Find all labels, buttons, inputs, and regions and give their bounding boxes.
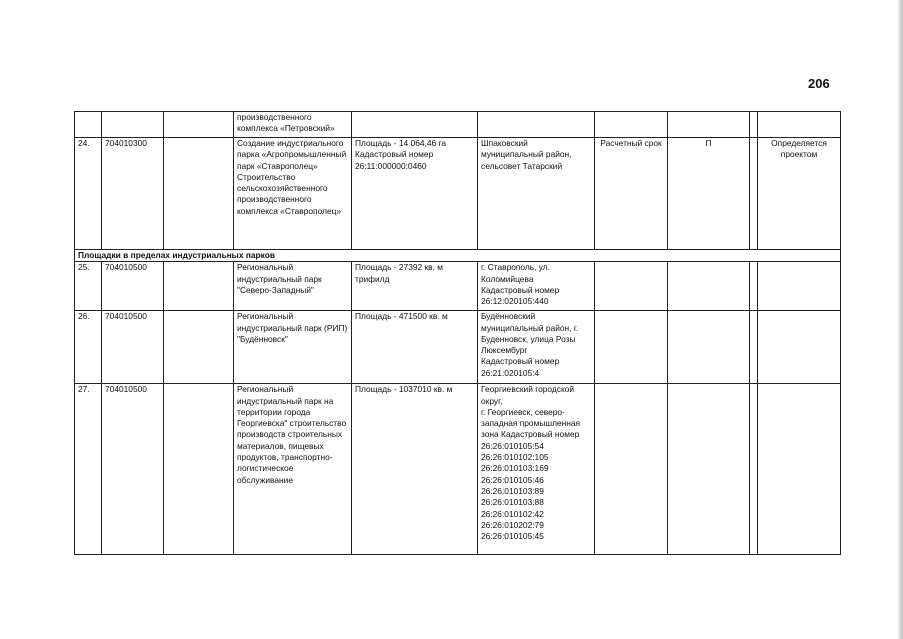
row-number: 24. (75, 138, 102, 250)
object-status (668, 112, 750, 138)
implementation-term (595, 112, 668, 138)
empty-cell (750, 311, 758, 384)
empty-cell (164, 112, 234, 138)
object-status (668, 384, 750, 555)
row-number: 27. (75, 384, 102, 555)
page-edge-shadow (898, 0, 903, 639)
object-parameters: Площадь - 471500 кв. м (352, 311, 478, 384)
object-name: Региональный индустриальный парк (РИП) "Будённовск" (234, 311, 352, 384)
empty-cell (164, 311, 234, 384)
empty-cell (750, 262, 758, 311)
table-row (75, 138, 841, 250)
zone-note (758, 112, 841, 138)
object-status: П (668, 138, 750, 250)
object-code: 704010300 (102, 138, 164, 250)
empty-cell (750, 384, 758, 555)
object-location: г. Ставрополь, ул. Коломийцева Кадастровый номер 26:12:020105:440 (478, 262, 595, 311)
object-location: Георгиевский городской округ, г. Георгиевск, северо-западная промышленная зона Кадастровый номер 26:26:010105:54 26:26:010102:105 26:26:010103:169 26:26:010105:46 26:26:010103:89 26:26:010103:88 26:26:010102:42 26:26:010202:79 26:26:010105:45 (478, 384, 595, 555)
implementation-term (595, 311, 668, 384)
section-header: Площадки в пределах индустриальных парков (75, 250, 841, 262)
empty-cell (750, 138, 758, 250)
empty-cell (164, 384, 234, 555)
table-row (75, 112, 841, 138)
section-header-row (75, 250, 841, 262)
object-name: производственного комплекса «Петровский» (234, 112, 352, 138)
object-name: Региональный индустриальный парк на территории города Георгиевска" строительство производств строительных материалов, пищевых продуктов, транспортно-логистическое обслуживание (234, 384, 352, 555)
object-parameters: Площадь - 27392 кв. м трифилд (352, 262, 478, 311)
object-name: Региональный индустриальный парк "Северо-Западный" (234, 262, 352, 311)
empty-cell (164, 262, 234, 311)
row-number: 25. (75, 262, 102, 311)
object-parameters: Площадь - 1037010 кв. м (352, 384, 478, 555)
document-table (74, 111, 841, 555)
object-status (668, 311, 750, 384)
empty-cell (164, 138, 234, 250)
object-code (102, 112, 164, 138)
table-row (75, 384, 841, 555)
row-number: 26. (75, 311, 102, 384)
object-location: Будённовский муниципальный район, г. Буденновск, улица Розы Люксембург Кадастровый номер 26:21:020105:4 (478, 311, 595, 384)
object-location: Шпаковский муниципальный район, сельсовет Татарский (478, 138, 595, 250)
object-parameters: Площадь - 14 064,46 га Кадастровый номер 26:11:000000:0460 (352, 138, 478, 250)
table-row (75, 262, 841, 311)
page-number: 206 (808, 76, 830, 91)
zone-note (758, 384, 841, 555)
object-code: 704010500 (102, 384, 164, 555)
implementation-term (595, 262, 668, 311)
object-code: 704010500 (102, 262, 164, 311)
zone-note: Определяется проектом (758, 138, 841, 250)
table-row (75, 311, 841, 384)
implementation-term: Расчетный срок (595, 138, 668, 250)
object-parameters (352, 112, 478, 138)
zone-note (758, 262, 841, 311)
object-name: Создание индустриального парка «Агропромышленный парк «Ставрополец» Строительство сельскохозяйственного производственного комплекса «Ставрополец» (234, 138, 352, 250)
empty-cell (750, 112, 758, 138)
zone-note (758, 311, 841, 384)
row-number (75, 112, 102, 138)
object-location (478, 112, 595, 138)
object-status (668, 262, 750, 311)
implementation-term (595, 384, 668, 555)
object-code: 704010500 (102, 311, 164, 384)
